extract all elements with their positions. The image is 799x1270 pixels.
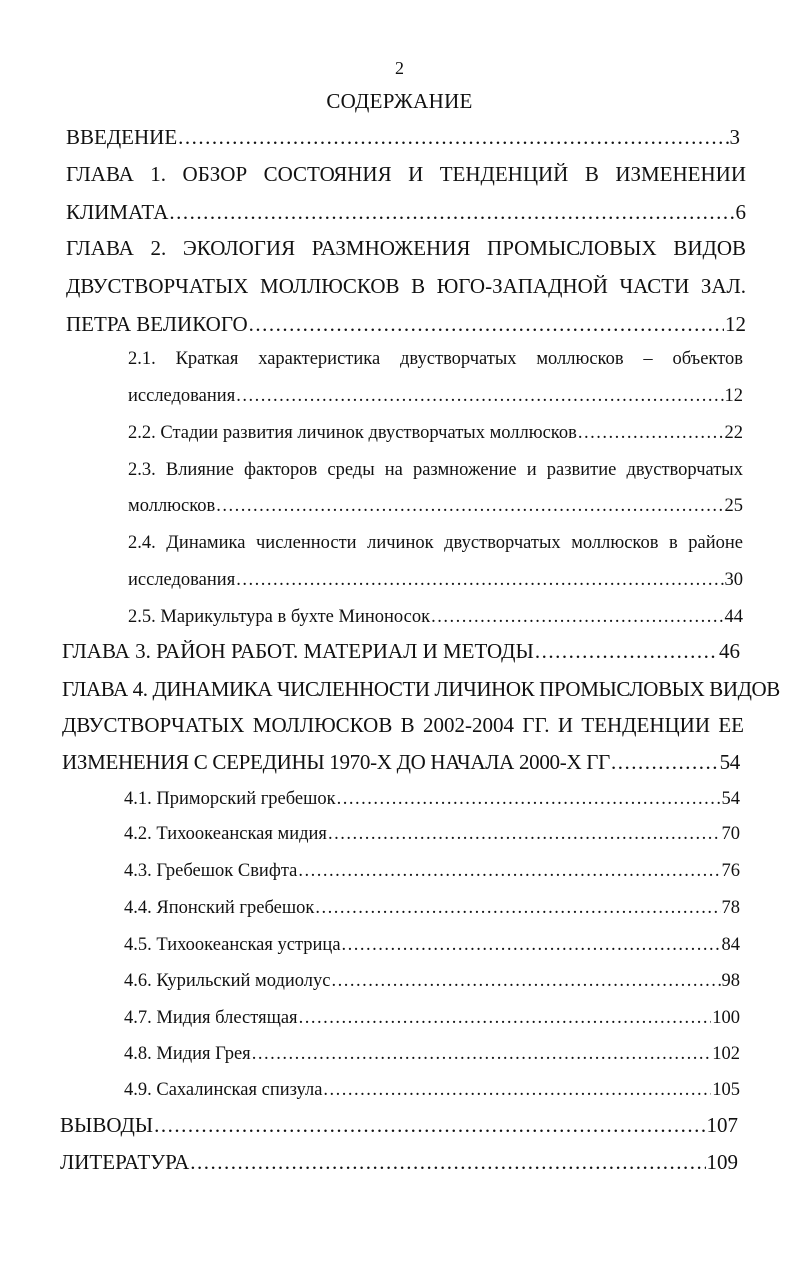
dot-leader [611, 748, 719, 776]
toc-entry-label: 4.1. Приморский гребешок [124, 789, 336, 809]
dot-leader [216, 492, 723, 520]
toc-entry-label: ЛИТЕРАТУРА [60, 1150, 190, 1174]
toc-page-number: 3 [729, 125, 740, 149]
dot-leader [328, 820, 721, 848]
toc-entry-chapter-4-line-1[interactable] [62, 675, 780, 703]
toc-entry-label: ГЛАВА 2. ЭКОЛОГИЯ РАЗМНОЖЕНИЯ ПРОМЫСЛОВЫХ ВИДОВ [66, 236, 746, 260]
dot-leader [323, 1076, 711, 1104]
dot-leader [190, 1148, 705, 1176]
toc-page-number: 100 [712, 1008, 740, 1028]
toc-entry-chapter-2-line-2[interactable] [66, 272, 746, 300]
toc-section-4-6[interactable] [124, 967, 740, 995]
toc-entry-chapter-1[interactable] [66, 198, 746, 226]
toc-entry-label: 2.5. Марикультура в бухте Миноносок [128, 607, 431, 627]
toc-page-number: 84 [721, 935, 740, 955]
toc-page-number: 102 [712, 1044, 740, 1064]
dot-leader [342, 931, 721, 959]
toc-entry-chapter-1-line-1[interactable] [66, 160, 746, 188]
dot-leader [178, 123, 728, 151]
toc-page-number: 46 [719, 639, 740, 663]
toc-page-number: 12 [725, 312, 746, 336]
toc-page-number: 12 [724, 386, 743, 406]
toc-entry-conclusions[interactable] [60, 1111, 738, 1139]
toc-page-number: 105 [712, 1080, 740, 1100]
toc-entry-chapter-2-line-1[interactable] [66, 234, 746, 262]
toc-entry-label: ИЗМЕНЕНИЯ С СЕРЕДИНЫ 1970-Х ДО НАЧАЛА 2000-Х ГГ [62, 750, 610, 774]
toc-entry-label: 2.3. Влияние факторов среды на размножение и развитие двустворчатых [128, 460, 743, 480]
page-title: СОДЕРЖАНИЕ [326, 89, 473, 113]
toc-entry-label: ПЕТРА ВЕЛИКОГО [66, 312, 248, 336]
dot-leader [236, 566, 723, 594]
toc-section-4-1[interactable] [124, 785, 740, 813]
toc-entry-label: КЛИМАТА [66, 200, 169, 224]
toc-entry-label: 4.5. Тихоокеанская устрица [124, 935, 341, 955]
toc-entry-introduction[interactable] [66, 123, 740, 151]
toc-entry-label: ВВЕДЕНИЕ [66, 125, 178, 149]
toc-entry-label: ВЫВОДЫ [60, 1113, 154, 1137]
dot-leader [169, 198, 734, 226]
toc-page-number: 70 [721, 824, 740, 844]
toc-entry-label: исследования [128, 570, 236, 590]
toc-section-4-9[interactable] [124, 1076, 740, 1104]
toc-section-2-3-line-1[interactable] [128, 456, 743, 484]
toc-page-number: 44 [724, 607, 743, 627]
toc-entry-chapter-4[interactable] [62, 748, 740, 776]
dot-leader [431, 603, 723, 631]
toc-page-number: 30 [724, 570, 743, 590]
toc-entry-label: 4.9. Сахалинская спизула [124, 1080, 323, 1100]
toc-section-2-4-line-1[interactable] [128, 529, 743, 557]
toc-page-number: 98 [721, 971, 740, 991]
dot-leader [315, 894, 720, 922]
dot-leader [578, 419, 724, 447]
toc-page-number: 76 [721, 861, 740, 881]
toc-entry-label: 4.8. Мидия Грея [124, 1044, 251, 1064]
toc-entry-label: 4.6. Курильский модиолус [124, 971, 331, 991]
toc-entry-label: ГЛАВА 1. ОБЗОР СОСТОЯНИЯ И ТЕНДЕНЦИЙ В ИЗМЕНЕНИИ [66, 162, 746, 186]
dot-leader [298, 857, 720, 885]
toc-entry-label: 2.1. Краткая характеристика двустворчатых моллюсков – объектов [128, 349, 743, 369]
dot-leader [252, 1040, 712, 1068]
dot-leader [535, 637, 718, 665]
toc-entry-label: ГЛАВА 3. РАЙОН РАБОТ. МАТЕРИАЛ И МЕТОДЫ [62, 639, 534, 663]
toc-entry-label: моллюсков [128, 496, 216, 516]
toc-entry-label: ДВУСТВОРЧАТЫХ МОЛЛЮСКОВ В 2002-2004 ГГ. И ТЕНДЕНЦИИ ЕЕ [62, 713, 744, 737]
toc-section-4-2[interactable] [124, 820, 740, 848]
toc-page-number: 54 [719, 750, 740, 774]
toc-section-2-4[interactable] [128, 566, 743, 594]
toc-entry-label: 4.3. Гребешок Свифта [124, 861, 298, 881]
toc-entry-chapter-3[interactable] [62, 637, 740, 665]
dot-leader [331, 967, 720, 995]
dot-leader [236, 382, 723, 410]
toc-entry-literature[interactable] [60, 1148, 738, 1176]
toc-entry-chapter-2[interactable] [66, 310, 746, 338]
toc-entry-chapter-4-line-2[interactable] [62, 711, 744, 739]
toc-page-number: 6 [735, 200, 746, 224]
toc-section-2-2[interactable] [128, 419, 743, 447]
toc-entry-label: 4.4. Японский гребешок [124, 898, 315, 918]
toc-section-4-8[interactable] [124, 1040, 740, 1068]
toc-entry-label: 4.2. Тихоокеанская мидия [124, 824, 327, 844]
toc-section-4-5[interactable] [124, 931, 740, 959]
toc-entry-label: ГЛАВА 4. ДИНАМИКА ЧИСЛЕННОСТИ ЛИЧИНОК ПРОМЫСЛОВЫХ ВИДОВ [62, 677, 780, 701]
toc-entry-label: 2.2. Стадии развития личинок двустворчатых моллюсков [128, 423, 577, 443]
dot-leader [299, 1004, 712, 1032]
toc-entry-label: ДВУСТВОРЧАТЫХ МОЛЛЮСКОВ В ЮГО-ЗАПАДНОЙ ЧАСТИ ЗАЛ. [66, 274, 746, 298]
dot-leader [154, 1111, 705, 1139]
toc-page-number: 78 [721, 898, 740, 918]
toc-section-2-5[interactable] [128, 603, 743, 631]
dot-leader [249, 310, 724, 338]
toc-section-2-3[interactable] [128, 492, 743, 520]
dot-leader [337, 785, 721, 813]
toc-section-4-7[interactable] [124, 1004, 740, 1032]
toc-page-number: 54 [721, 789, 740, 809]
toc-section-2-1-line-1[interactable] [128, 345, 743, 373]
toc-page-number: 22 [724, 423, 743, 443]
toc-page-number: 107 [706, 1113, 738, 1137]
toc-entry-label: исследования [128, 386, 236, 406]
toc-section-4-4[interactable] [124, 894, 740, 922]
toc-section-2-1[interactable] [128, 382, 743, 410]
toc-entry-label: 4.7. Мидия блестящая [124, 1008, 298, 1028]
page-number: 2 [395, 58, 404, 78]
toc-section-4-3[interactable] [124, 857, 740, 885]
toc-page-number: 109 [706, 1150, 738, 1174]
toc-entry-label: 2.4. Динамика численности личинок двустворчатых моллюсков в районе [128, 533, 743, 553]
toc-page-number: 25 [724, 496, 743, 516]
